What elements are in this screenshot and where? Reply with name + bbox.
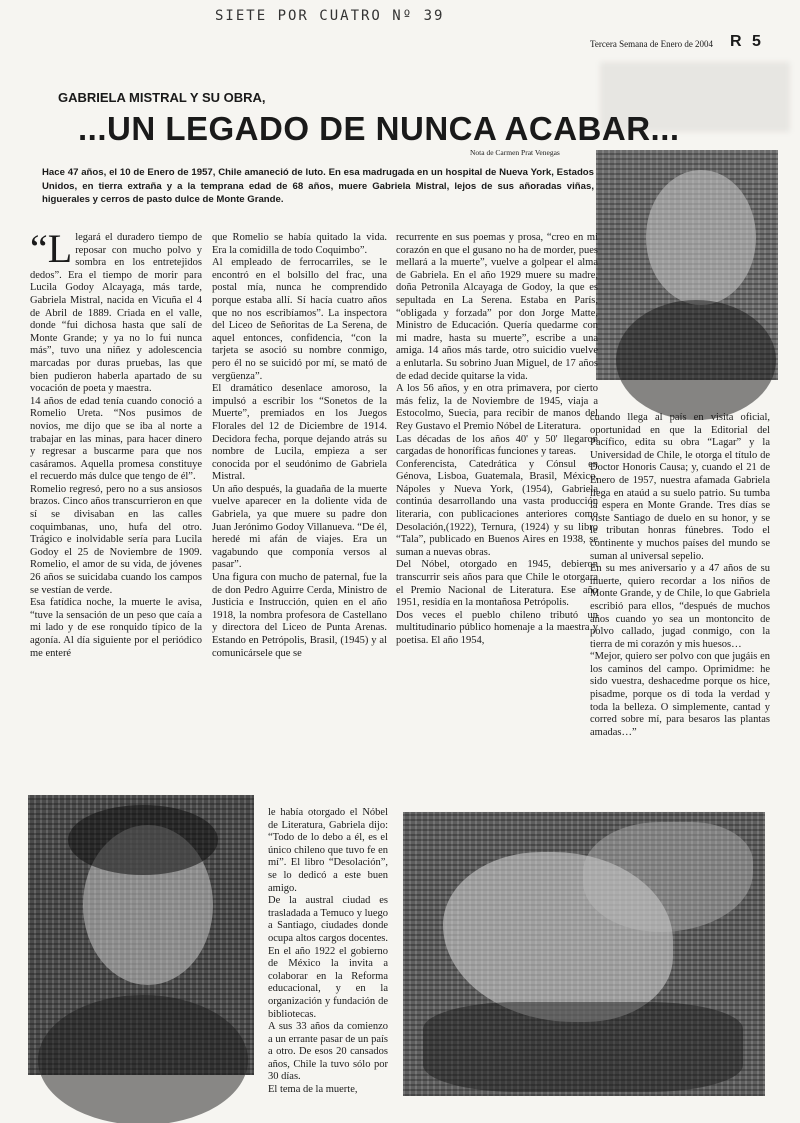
article-paragraph: le había otorgado el Nóbel de Literatura, Gabriela dijo: “Todo de lo debo a él, es el único chileno que tuvo fe en mí”. El libro “Desolación”, se lo dedicó a este buen amigo.	[268, 807, 388, 894]
article-paragraph: Conferencista, Catedrática y Cónsul en Génova, Lisboa, Guatemala, Brasil, México, Nápoles y Nueva York, (1954), Gabriela continúa desarrollando una vasta producción literaria, con publicaciones anteriores como Desolación,(1922), Ternura, (1924) y su libro “Tala”, publicado en Buenos Aires en 1938, se suman a nuevas obras.	[396, 458, 598, 558]
article-byline: Nota de Carmen Prat Venegas	[470, 148, 560, 157]
article-kicker: GABRIELA MISTRAL Y SU OBRA,	[58, 90, 266, 105]
portrait-photo-top	[596, 150, 778, 380]
article-paragraph: A sus 33 años da comienzo a un errante pasar de un país a otro. De esos 20 cansados años, Chile la tuvo sólo por 30 días.	[268, 1021, 388, 1083]
article-paragraph: que Romelio se había quitado la vida. Era la comidilla de todo Coquimbo”.	[212, 232, 387, 256]
article-paragraph: Al empleado de ferrocarriles, se le encontró en el bolsillo del frac, una postal mía, nunca he comprendido porque estaba allí. Sí hacía cuatro años que no nos escribíamos”. La inspectora del Liceo de Señoritas de La Serena, de aquel entonces, confidencia, “con la tarjeta se asoció su nombre conmigo, pero él no se suicidó por mí, se mató de vergüenza”.	[212, 257, 387, 382]
article-paragraph: 14 años de edad tenía cuando conoció a Romelio Ureta. “Nos pusimos de novios, me dijo que se iba al norte a trabajar en las minas, para hacer dinero y regresar a buscarme para que nos casáramos. Aquella promesa constituye el recuerdo más dulce que tengo de él”.	[30, 395, 202, 483]
article-paragraph: Romelio regresó, pero no a sus ansiosos brazos. Cinco años transcurrieron en que sí se divisaban en las calles coquimbanas, uno, hufa del otro. Trágico e inolvidable sería para Lucila Godoy el 25 de Noviembre de 1909. Romelio, el amor de su vida, de jóvenes 26 años se suicidaba cuando los campos se vestían de verde.	[30, 483, 202, 596]
article-paragraph: El tema de la muerte,	[268, 1084, 358, 1096]
article-paragraph: recurrente en sus poemas y prosa, “creo en mi corazón en que el gusano no ha de morder, pues mellará a la muerte”, vuelve a golpear el alma de Gabriela. En el año 1929 muere su madre, doña Petronila Alcayaga de Godoy, la que es sepultada en La Serena. Estaba en París, “obligada y forzada” por don Jorge Matte, Ministro de Educación. Quería quedarme con mi madre, hasta su muerte”, escribe a una amiga. 14 años más tarde, otro suicidio vuelve a enlutarla. Su sobrino Juan Miguel, de 17 años de edad decide quitarse la vida.	[396, 232, 598, 382]
article-column-3	[396, 232, 598, 648]
article-paragraph: Del Nóbel, otorgado en 1945, debieron transcurrir seis años para que Chile le otorgara el Premio Nacional de Literatura. Ese año 1951, residía en la montañosa Petrópolis.	[396, 559, 598, 609]
article-paragraph: A los 56 años, y en otra primavera, por cierto más feliz, la de Noviembre de 1945, viaja a Estocolmo, Suecia, para recibir de manos del Rey Gustavo el Premio Nóbel de Literatura.	[396, 383, 598, 432]
article-paragraph: Las décadas de los años 40' y 50' llegaron cargadas de honoríficas funciones y tareas.	[396, 433, 598, 458]
sculpture-shape	[583, 822, 753, 932]
article-column-4	[590, 412, 770, 739]
article-headline: ...UN LEGADO DE NUNCA ACABAR...	[78, 110, 680, 147]
portrait-photo-bottom	[28, 795, 254, 1075]
article-paragraph: Un año después, la guadaña de la muerte vuelve aparecer en la doliente vida de Gabriela, ya que muere su padre don Juan Jerónimo Godoy Villanueva. “De él, heredé mi afán de viajes. Era un vagabundo que componía versos al pasar”.	[212, 483, 388, 571]
portrait-shoulders-shape	[38, 995, 248, 1123]
article-paragraph: Esa fatídica noche, la muerte le avisa, “tuve la sensación de un peso que caía a mi lado y de ese ronquido típico de la agonía. Al día siguiente por el periódico me enteré	[30, 597, 202, 659]
article-paragraph: Dos veces el pueblo chileno tributó un multitudinario público homenaje a la maestra y poetisa. El año 1954,	[396, 609, 598, 646]
portrait-hair-shape	[68, 805, 218, 875]
sculpture-base-shape	[423, 1002, 743, 1092]
sculpture-photo	[403, 812, 765, 1096]
article-paragraph: “Mejor, quiero ser polvo con que jugáis en los caminos del campo. Oprimidme: he sido vuestra, deshacedme porque os hice, pisadme, porque os di toda la verdad y toda la belleza. O simplemente, cantad y corred sobre mí, para besaros las plantas amadas…”	[590, 651, 770, 738]
article-paragraph: El dramático desenlace amoroso, la impulsó a escribir los “Sonetos de la Muerte”, premiados en los Juegos Florales del 12 de Diciembre de 1914. Decidora fecha, porque dejando atrás su nombre de Lucila, empieza a ser conocida por el seudónimo de Gabriela Mistral.	[212, 383, 387, 483]
portrait-face-shape	[646, 170, 756, 305]
article-column-1	[30, 226, 202, 660]
issue-date: Tercera Semana de Enero de 2004	[590, 39, 714, 49]
article-paragraph: cuando llega al país en visita oficial, oportunidad en que la Editorial del Pacífico, edita su obra “Lagar” y la Universidad de Chile, le otorga el título de Doctor Honoris Causa; y, cuando el 21 de Enero de 1957, nuestra afamada Gabriela llega en ataúd a su suelo patrio. Su tumba la espera en Monte Grande. Tres días se viste Santiago de duelo en su honor, y se le tributan honras fúnebres. Todo el continente y muchos países del mundo se suman al universal sepelio.	[590, 412, 770, 562]
article-column-2	[212, 232, 387, 660]
handwritten-note: SIETE POR CUATRO Nº 39	[215, 8, 445, 24]
portrait-shoulders-shape	[616, 300, 776, 420]
drop-cap: “L	[30, 226, 73, 271]
article-paragraph: De la austral ciudad es trasladada a Temuco y luego a Santiago, ciudades donde ocupa altos cargos docentes. En el año 1922 el gobierno de México la invita a colaborar en la Reforma educacional, y en la organización y fundación de bibliotecas.	[268, 895, 388, 1020]
article-lede: Hace 47 años, el 10 de Enero de 1957, Chile amaneció de luto. En esa madrugada en un hospital de Nueva York, Estados Unidos, en tierra extraña y a la temprana edad de 68 años, muere Gabriela Mistral, lejos de sus añoradas viñas, higuerales y cerros de pasto dulce de Monte Grande.	[42, 167, 594, 205]
article-column-2-continued	[268, 807, 388, 1097]
article-paragraph: En su mes aniversario y a 47 años de su muerte, quiero recordar a los niños de Monte Grande, y de Chile, lo que Gabriela escribió para ellos, “después de muchos años cuando yo sea un montoncito de polvo callado, jugad conmigo, con la tierra de mi corazón y mis huesos…	[590, 563, 770, 650]
article-paragraph: “Llegará el duradero tiempo de reposar con mucho polvo y sombra en los entretejidos dedos”. Era el tiempo de morir para Lucila Godoy Alcayaga, más tarde, Gabriela Mistral, nacida en Vicuña el 4 de Abril de 1889. Criada en el valle, donde “fui dichosa hasta que salí de Monte Grande; y ya no lo fui nunca más”, tuvo una niñez y adolescencia marcadas por duras pruebas, las que bien pudieron haberla apartado de su vocación de poeta y maestra.	[30, 226, 202, 395]
article-paragraph: Una figura con mucho de paternal, fue la de don Pedro Aguirre Cerda, Ministro de Justicia e Instrucción, quien en el año 1918, la nombra profesora de Castellano y directora del Liceo de Punta Arenas. Estando en Petrópolis, Brasil, (1945) y al comunicársele que se	[212, 572, 387, 659]
page-number: R 5	[730, 33, 764, 50]
